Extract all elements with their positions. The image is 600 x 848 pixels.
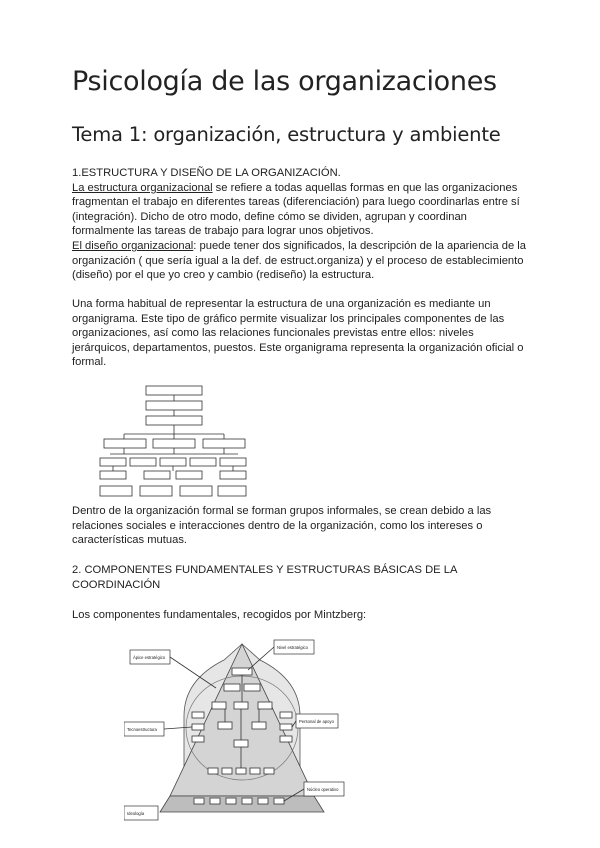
org-box-sub-1 — [100, 471, 126, 479]
definition-design — [72, 239, 532, 283]
diagram-box — [210, 798, 220, 804]
org-box-dept-center — [153, 439, 195, 448]
org-box-sub-2 — [144, 471, 170, 479]
org-chart-figure — [96, 382, 248, 500]
label-middle: Nivel estratégico — [277, 645, 308, 650]
diagram-box — [192, 736, 204, 742]
label-support: Personal de apoyo — [299, 719, 334, 724]
org-box-level3 — [146, 416, 202, 425]
diagram-box — [258, 798, 268, 804]
org-box-base-4 — [218, 486, 246, 496]
diagram-box — [212, 702, 226, 709]
diagram-box — [274, 798, 284, 804]
diagram-box — [252, 722, 266, 729]
section1-heading: 1.ESTRUCTURA Y DISEÑO DE LA ORGANIZACIÓN. — [72, 167, 341, 179]
org-box-sub-3 — [176, 471, 202, 479]
org-box-unit-2 — [130, 458, 156, 466]
diagram-box — [258, 702, 272, 709]
diagram-box — [222, 768, 232, 774]
definition-design-text: : puede tener dos significados, la descripción de la apariencia de la organización ( que sería igual a la def. de estruct.organiza) y el proceso de establecimiento (diseño) por el que yo creo y cambio (rediseño) la estructura. — [72, 239, 527, 282]
org-box-unit-1 — [100, 458, 126, 466]
org-box-unit-4 — [190, 458, 216, 466]
diagram-box — [280, 712, 292, 718]
diagram-box — [244, 684, 260, 691]
section1-block — [72, 166, 532, 283]
org-box-unit-5 — [220, 458, 246, 466]
diagram-box — [242, 798, 252, 804]
section2-intro: Los componentes fundamentales, recogidos por Mintzberg: — [72, 609, 367, 621]
section2-heading: 2. COMPONENTES FUNDAMENTALES Y ESTRUCTURAS BÁSICAS DE LA COORDINACIÓN — [72, 564, 457, 591]
diagram-box — [234, 702, 248, 709]
org-box-level2 — [146, 401, 202, 410]
diagram-box — [250, 768, 260, 774]
org-box-dept-left — [104, 439, 146, 448]
org-box-dept-right — [203, 439, 245, 448]
org-box-sub-4 — [220, 471, 246, 479]
page-title: Psicología de las organizaciones — [72, 66, 497, 97]
diagram-box — [280, 736, 292, 742]
org-box-unit-3 — [160, 458, 186, 466]
diagram-box — [264, 768, 274, 774]
mintzberg-figure — [124, 636, 360, 826]
label-ideology: Ideología — [127, 811, 145, 816]
diagram-box — [280, 724, 292, 730]
diagram-box — [192, 712, 204, 718]
diagram-box — [224, 684, 240, 691]
topic-title: Tema 1: organización, estructura y ambiente — [72, 123, 501, 146]
label-techno: Tecnoestructura — [127, 727, 157, 732]
org-box-top — [146, 386, 202, 395]
label-core: Núcleo operativo — [307, 787, 339, 792]
org-box-base-1 — [100, 486, 132, 496]
definition-structure — [72, 181, 532, 239]
diagram-box — [236, 768, 246, 774]
term-design: El diseño organizacional — [72, 239, 194, 252]
paragraph-organigrama: Una forma habitual de representar la estructura de una organización es mediante un organigrama. Este tipo de gráfico permite visualizar los principales componentes de las organizaciones, así como las relaciones funcionales previstas entre ellos: niveles jerárquicos, departamentos, puestos. Este organigrama representa la organización oficial o formal. — [72, 298, 524, 369]
label-apex: Ápice estratégico — [133, 655, 166, 660]
diagram-box — [218, 722, 232, 729]
paragraph-informal-groups: Dentro de la organización formal se forman grupos informales, se crean debido a las relaciones sociales e interacciones dentro de la organización, como los intereses o características mutuas. — [72, 505, 492, 547]
org-box-base-2 — [140, 486, 172, 496]
term-structure: La estructura organizacional — [72, 181, 213, 194]
org-box-base-3 — [180, 486, 212, 496]
diagram-box — [226, 798, 236, 804]
diagram-box — [208, 768, 218, 774]
diagram-box — [234, 740, 248, 747]
diagram-box — [194, 798, 204, 804]
definition-structure-text: se refiere a todas aquellas formas en que las organizaciones fragmentan el trabajo en diferentes tareas (diferenciación) para luego coordinarlas entre sí (integración). Dicho de otro modo, define cómo se dividen, agrupan y coordinan formalmente las tareas de trabajo para lograr unos objetivos. — [72, 181, 520, 238]
diagram-box — [192, 724, 204, 730]
